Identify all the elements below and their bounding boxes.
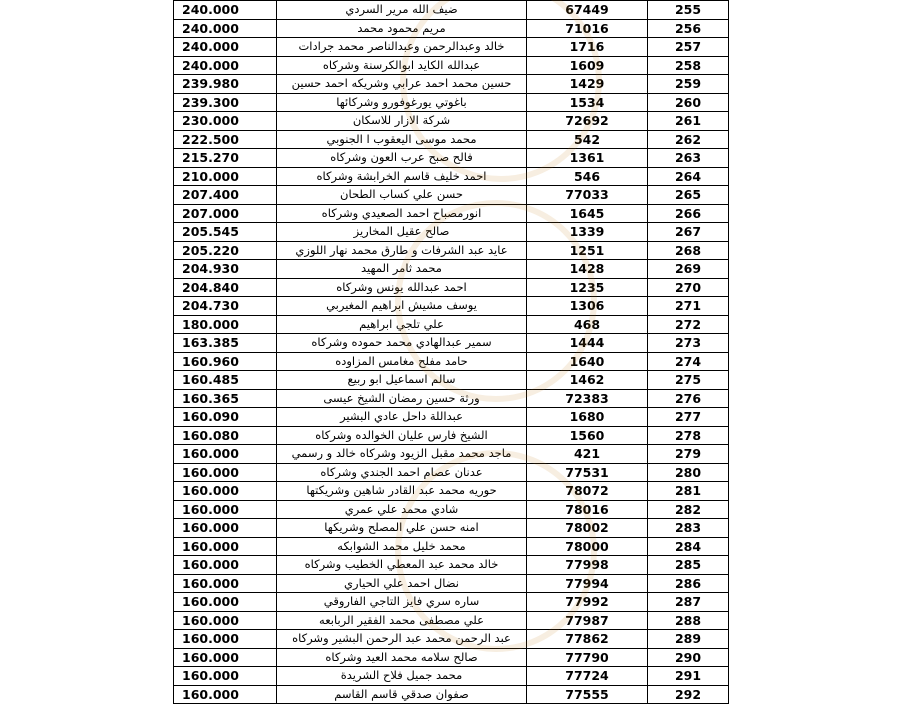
sequence-cell: 291 <box>648 667 729 686</box>
name-cell: الشيخ فارس عليان الخوالده وشركاه <box>277 426 527 445</box>
amount-cell: 160.000 <box>174 648 277 667</box>
name-cell: صفوان صدقي قاسم القاسم <box>277 685 527 704</box>
table-row <box>174 149 729 168</box>
sequence-cell: 269 <box>648 260 729 279</box>
table-row <box>174 352 729 371</box>
name-cell: عدنان عصام احمد الجندي وشركاه <box>277 463 527 482</box>
sequence-cell: 259 <box>648 75 729 94</box>
amount-cell: 204.930 <box>174 260 277 279</box>
number-cell: 77994 <box>527 574 648 593</box>
name-cell: سالم اسماعيل ابو ربيع <box>277 371 527 390</box>
sequence-cell: 258 <box>648 56 729 75</box>
amount-cell: 160.080 <box>174 426 277 445</box>
name-cell: محمد موسى اليعقوب ا الجنوبي <box>277 130 527 149</box>
table-row <box>174 130 729 149</box>
number-cell: 78002 <box>527 519 648 538</box>
table-row <box>174 112 729 131</box>
amount-cell: 240.000 <box>174 19 277 38</box>
number-cell: 1306 <box>527 297 648 316</box>
sequence-cell: 289 <box>648 630 729 649</box>
sequence-cell: 276 <box>648 389 729 408</box>
table-row <box>174 223 729 242</box>
name-cell: علي تلجي ابراهيم <box>277 315 527 334</box>
number-cell: 1560 <box>527 426 648 445</box>
table-row <box>174 186 729 205</box>
sequence-cell: 267 <box>648 223 729 242</box>
name-cell: نضال احمد علي الحياري <box>277 574 527 593</box>
table-row <box>174 241 729 260</box>
number-cell: 546 <box>527 167 648 186</box>
table-row <box>174 482 729 501</box>
table-body <box>174 1 729 704</box>
amount-cell: 222.500 <box>174 130 277 149</box>
number-cell: 1609 <box>527 56 648 75</box>
number-cell: 468 <box>527 315 648 334</box>
name-cell: سمير عبدالهادي محمد حموده وشركاه <box>277 334 527 353</box>
number-cell: 1235 <box>527 278 648 297</box>
number-cell: 77998 <box>527 556 648 575</box>
amount-cell: 215.270 <box>174 149 277 168</box>
name-cell: ضيف الله مرير السردي <box>277 1 527 20</box>
number-cell: 77992 <box>527 593 648 612</box>
name-cell: مريم محمود محمد <box>277 19 527 38</box>
amount-cell: 160.000 <box>174 537 277 556</box>
table-row <box>174 500 729 519</box>
sequence-cell: 256 <box>648 19 729 38</box>
amount-cell: 239.980 <box>174 75 277 94</box>
number-cell: 77790 <box>527 648 648 667</box>
sequence-cell: 277 <box>648 408 729 427</box>
number-cell: 1428 <box>527 260 648 279</box>
sequence-cell: 274 <box>648 352 729 371</box>
table-row <box>174 556 729 575</box>
amount-cell: 160.000 <box>174 519 277 538</box>
name-cell: عبداللة داحل عادي البشير <box>277 408 527 427</box>
amount-cell: 239.300 <box>174 93 277 112</box>
number-cell: 77987 <box>527 611 648 630</box>
table-row <box>174 371 729 390</box>
sequence-cell: 279 <box>648 445 729 464</box>
name-cell: شادي محمد علي عمري <box>277 500 527 519</box>
name-cell: محمد جميل فلاح الشريدة <box>277 667 527 686</box>
amount-cell: 204.730 <box>174 297 277 316</box>
amount-cell: 160.090 <box>174 408 277 427</box>
sequence-cell: 290 <box>648 648 729 667</box>
amount-cell: 160.000 <box>174 500 277 519</box>
sequence-cell: 287 <box>648 593 729 612</box>
name-cell: محمد خليل محمد الشوابكه <box>277 537 527 556</box>
amount-cell: 207.400 <box>174 186 277 205</box>
number-cell: 1640 <box>527 352 648 371</box>
table-row <box>174 38 729 57</box>
amount-cell: 160.000 <box>174 611 277 630</box>
name-cell: امنه حسن علي المصلح وشريكها <box>277 519 527 538</box>
table-row <box>174 315 729 334</box>
name-cell: فالح صبح عرب العون وشركاه <box>277 149 527 168</box>
table-row <box>174 204 729 223</box>
number-cell: 1429 <box>527 75 648 94</box>
document-page <box>173 0 728 704</box>
sequence-cell: 271 <box>648 297 729 316</box>
name-cell: علي مصطفى محمد الفقير الربابعه <box>277 611 527 630</box>
name-cell: عبد الرحمن محمد عبد الرحمن البشير وشركاه <box>277 630 527 649</box>
table-row <box>174 56 729 75</box>
number-cell: 542 <box>527 130 648 149</box>
amount-cell: 160.960 <box>174 352 277 371</box>
table-row <box>174 93 729 112</box>
sequence-cell: 270 <box>648 278 729 297</box>
sequence-cell: 292 <box>648 685 729 704</box>
number-cell: 1534 <box>527 93 648 112</box>
table-row <box>174 463 729 482</box>
sequence-cell: 260 <box>648 93 729 112</box>
amount-cell: 160.000 <box>174 482 277 501</box>
number-cell: 78016 <box>527 500 648 519</box>
name-cell: صالح عقيل المخاريز <box>277 223 527 242</box>
amount-cell: 205.545 <box>174 223 277 242</box>
amount-cell: 240.000 <box>174 56 277 75</box>
amount-cell: 160.000 <box>174 685 277 704</box>
table-row <box>174 389 729 408</box>
table-row <box>174 574 729 593</box>
table-row <box>174 445 729 464</box>
name-cell: خالد وعبدالرحمن وعبدالناصر محمد جرادات <box>277 38 527 57</box>
amount-cell: 160.365 <box>174 389 277 408</box>
table-row <box>174 408 729 427</box>
sequence-cell: 283 <box>648 519 729 538</box>
table-row <box>174 19 729 38</box>
name-cell: احمد عبدالله يونس وشركاه <box>277 278 527 297</box>
amount-cell: 160.485 <box>174 371 277 390</box>
name-cell: صالح سلامه محمد العيد وشركاه <box>277 648 527 667</box>
sequence-cell: 281 <box>648 482 729 501</box>
table-row <box>174 334 729 353</box>
table-row <box>174 1 729 20</box>
amount-cell: 240.000 <box>174 1 277 20</box>
amount-cell: 180.000 <box>174 315 277 334</box>
number-cell: 1251 <box>527 241 648 260</box>
number-cell: 1462 <box>527 371 648 390</box>
number-cell: 72692 <box>527 112 648 131</box>
amount-cell: 160.000 <box>174 667 277 686</box>
amount-cell: 160.000 <box>174 574 277 593</box>
sequence-cell: 262 <box>648 130 729 149</box>
sequence-cell: 273 <box>648 334 729 353</box>
table-row <box>174 167 729 186</box>
number-cell: 421 <box>527 445 648 464</box>
sequence-cell: 255 <box>648 1 729 20</box>
number-cell: 78072 <box>527 482 648 501</box>
amount-cell: 160.000 <box>174 630 277 649</box>
sequence-cell: 286 <box>648 574 729 593</box>
amount-cell: 160.000 <box>174 556 277 575</box>
sequence-cell: 265 <box>648 186 729 205</box>
amount-cell: 204.840 <box>174 278 277 297</box>
sequence-cell: 268 <box>648 241 729 260</box>
name-cell: حوريه محمد عبد القادر شاهين وشريكتها <box>277 482 527 501</box>
sequence-cell: 288 <box>648 611 729 630</box>
name-cell: باغوتي يورغوفورو وشركائها <box>277 93 527 112</box>
sequence-cell: 275 <box>648 371 729 390</box>
sequence-cell: 272 <box>648 315 729 334</box>
table-row <box>174 519 729 538</box>
sequence-cell: 266 <box>648 204 729 223</box>
amount-cell: 210.000 <box>174 167 277 186</box>
table-row <box>174 297 729 316</box>
name-cell: حسين محمد احمد عرابي وشريكه احمد حسين <box>277 75 527 94</box>
amount-cell: 163.385 <box>174 334 277 353</box>
amount-cell: 240.000 <box>174 38 277 57</box>
number-cell: 1444 <box>527 334 648 353</box>
number-cell: 78000 <box>527 537 648 556</box>
sequence-cell: 261 <box>648 112 729 131</box>
name-cell: خالد محمد عبد المعطي الخطيب وشركاه <box>277 556 527 575</box>
name-cell: شركة الازار للاسكان <box>277 112 527 131</box>
table-row <box>174 260 729 279</box>
number-cell: 77724 <box>527 667 648 686</box>
name-cell: محمد ثامر المهيد <box>277 260 527 279</box>
table-row <box>174 667 729 686</box>
table-row <box>174 75 729 94</box>
name-cell: ماجد محمد مقبل الزيود وشركاه خالد و رسمي <box>277 445 527 464</box>
number-cell: 72383 <box>527 389 648 408</box>
number-cell: 1339 <box>527 223 648 242</box>
number-cell: 1361 <box>527 149 648 168</box>
name-cell: حسن علي كساب الطحان <box>277 186 527 205</box>
number-cell: 77033 <box>527 186 648 205</box>
name-cell: انورمصباح احمد الصعيدي وشركاه <box>277 204 527 223</box>
name-cell: عبدالله الكايد ابوالكرسنة وشركاه <box>277 56 527 75</box>
name-cell: عايد عبد الشرفات و طارق محمد نهار اللوزي <box>277 241 527 260</box>
name-cell: ساره سري فايز التاجي الفاروقي <box>277 593 527 612</box>
table-row <box>174 685 729 704</box>
name-cell: حامد مفلح مغامس المزاوده <box>277 352 527 371</box>
number-cell: 77862 <box>527 630 648 649</box>
name-cell: احمد خليف قاسم الخرابشة وشركاه <box>277 167 527 186</box>
number-cell: 1716 <box>527 38 648 57</box>
amounts-table <box>173 0 729 704</box>
amount-cell: 207.000 <box>174 204 277 223</box>
amount-cell: 230.000 <box>174 112 277 131</box>
number-cell: 1645 <box>527 204 648 223</box>
amount-cell: 160.000 <box>174 445 277 464</box>
amount-cell: 205.220 <box>174 241 277 260</box>
sequence-cell: 285 <box>648 556 729 575</box>
number-cell: 77555 <box>527 685 648 704</box>
table-row <box>174 278 729 297</box>
number-cell: 67449 <box>527 1 648 20</box>
sequence-cell: 263 <box>648 149 729 168</box>
table-row <box>174 648 729 667</box>
name-cell: ورثة حسين رمضان الشيخ عيسى <box>277 389 527 408</box>
name-cell: يوسف مشيش ابراهيم المغيربي <box>277 297 527 316</box>
table-row <box>174 593 729 612</box>
table-row <box>174 630 729 649</box>
number-cell: 77531 <box>527 463 648 482</box>
number-cell: 71016 <box>527 19 648 38</box>
amount-cell: 160.000 <box>174 463 277 482</box>
sequence-cell: 282 <box>648 500 729 519</box>
sequence-cell: 284 <box>648 537 729 556</box>
table-row <box>174 611 729 630</box>
number-cell: 1680 <box>527 408 648 427</box>
table-row <box>174 426 729 445</box>
table-row <box>174 537 729 556</box>
sequence-cell: 257 <box>648 38 729 57</box>
sequence-cell: 278 <box>648 426 729 445</box>
sequence-cell: 280 <box>648 463 729 482</box>
amount-cell: 160.000 <box>174 593 277 612</box>
sequence-cell: 264 <box>648 167 729 186</box>
